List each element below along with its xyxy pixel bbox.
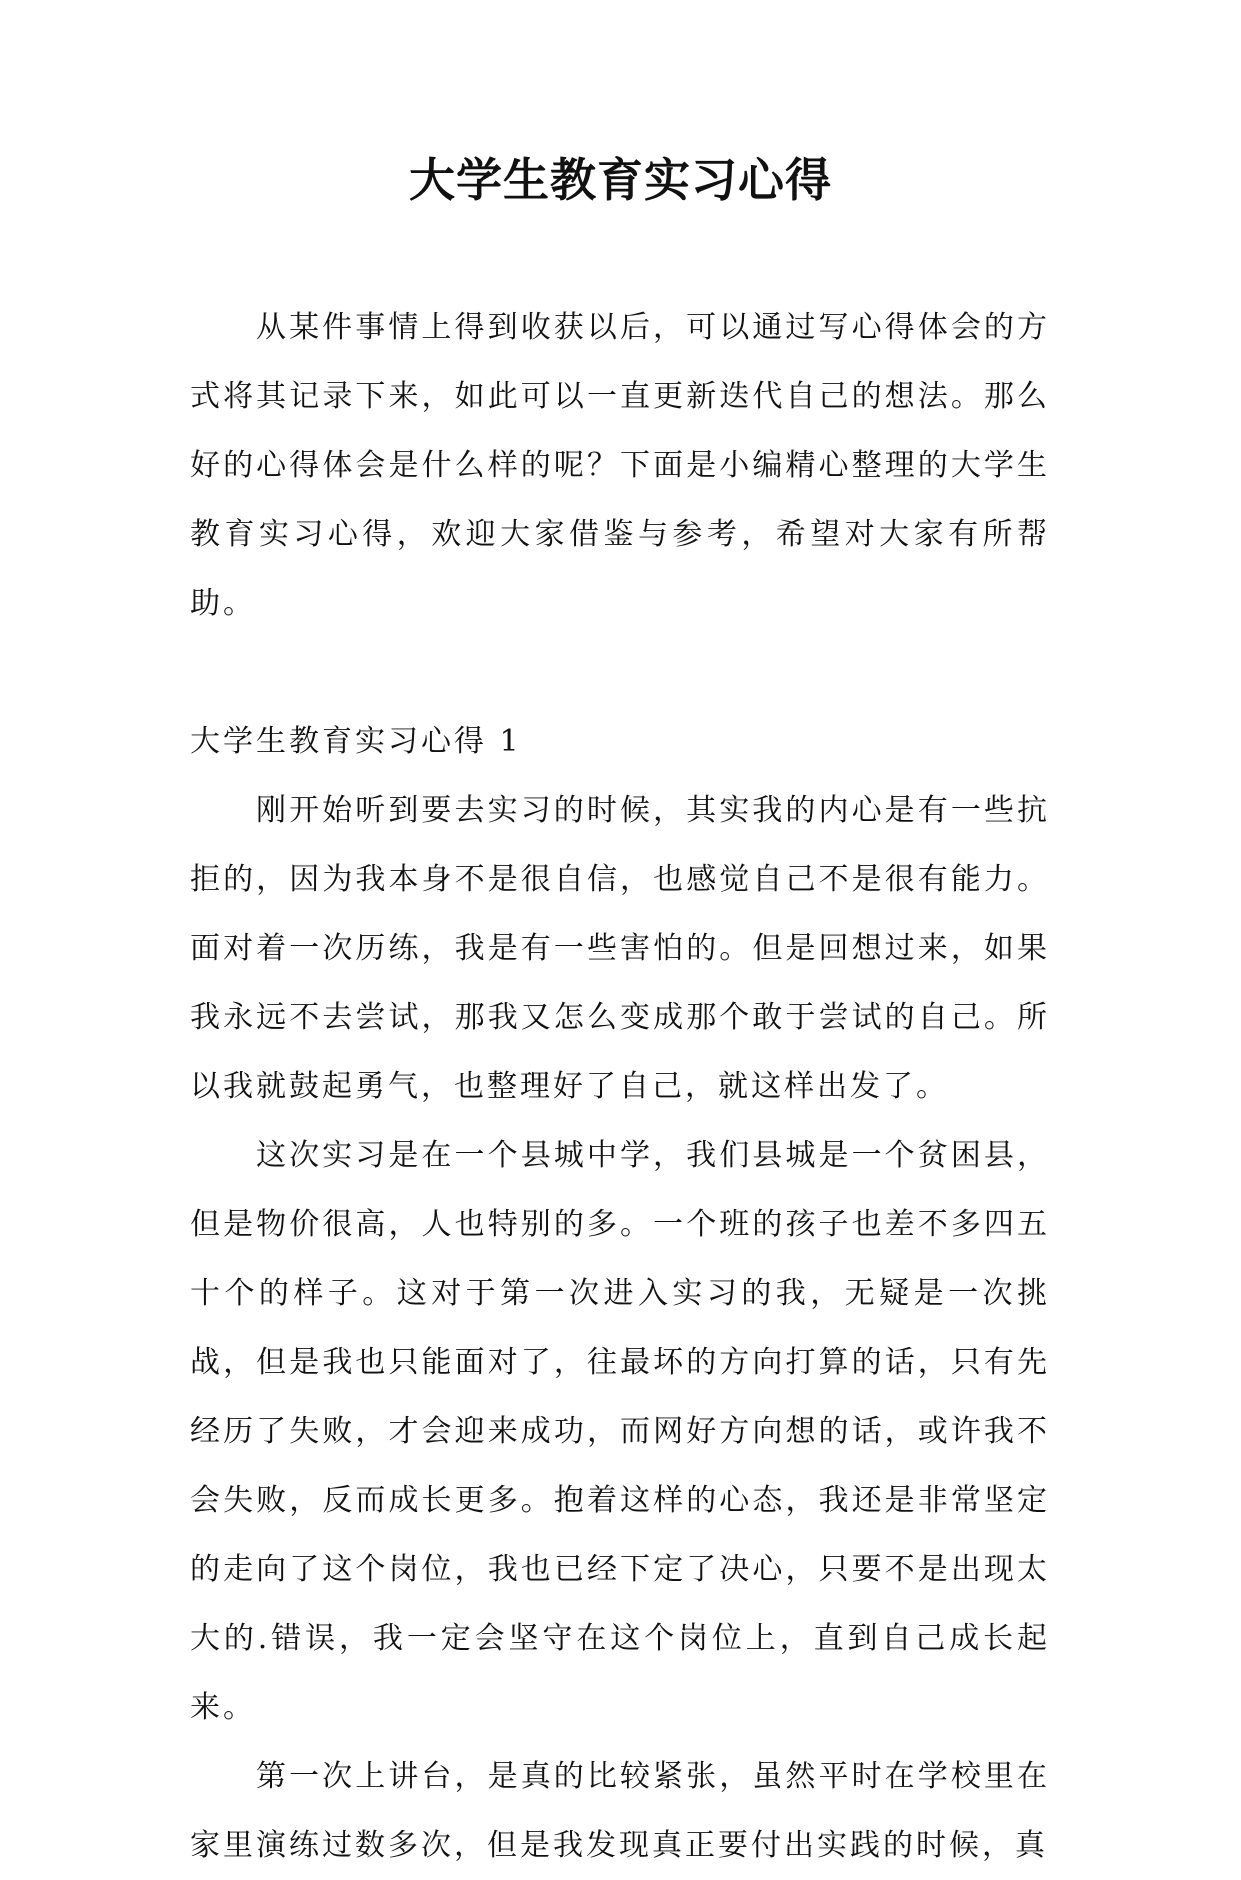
paragraph-spacer — [190, 638, 1050, 707]
section-heading: 大学生教育实习心得 1 — [190, 724, 522, 759]
intro-paragraph: 从某件事情上得到收获以后，可以通过写心得体会的方式将其记录下来，如此可以一直更新迭代自己的想法。那么好的心得体会是什么样的呢？下面是小编精心整理的大学生教育实习心得，欢迎大家借鉴与参考，希望对大家有所帮助。 — [190, 310, 1050, 621]
document-body — [190, 293, 1050, 1880]
body-paragraph-2: 这次实习是在一个县城中学，我们县城是一个贫困县，但是物价很高，人也特别的多。一个班的孩子也差不多四五十个的样子。这对于第一次进入实习的我，无疑是一次挑战，但是我也只能面对了，往最坏的方向打算的话，只有先经历了失败，才会迎来成功，而网好方向想的话，或许我不会失败，反而成长更多。抱着这样的心态，我还是非常坚定的走向了这个岗位，我也已经下定了决心，只要不是出现太大的.错误，我一定会坚守在这个岗位上，直到自己成长起来。 — [190, 1138, 1050, 1725]
body-paragraph-1: 刚开始听到要去实习的时候，其实我的内心是有一些抗拒的，因为我本身不是很自信，也感觉自己不是很有能力。面对着一次历练，我是有一些害怕的。但是回想过来，如果我永远不去尝试，那我又怎么变成那个敢于尝试的自己。所以我就鼓起勇气，也整理好了自己，就这样出发了。 — [190, 793, 1050, 1104]
body-paragraph-3: 第一次上讲台，是真的比较紧张，虽然平时在学校里在家里演练过数多次，但是我发现真正要付出实践的时候，真 — [190, 1759, 1050, 1863]
document-title: 大学生教育实习心得 — [409, 153, 832, 207]
